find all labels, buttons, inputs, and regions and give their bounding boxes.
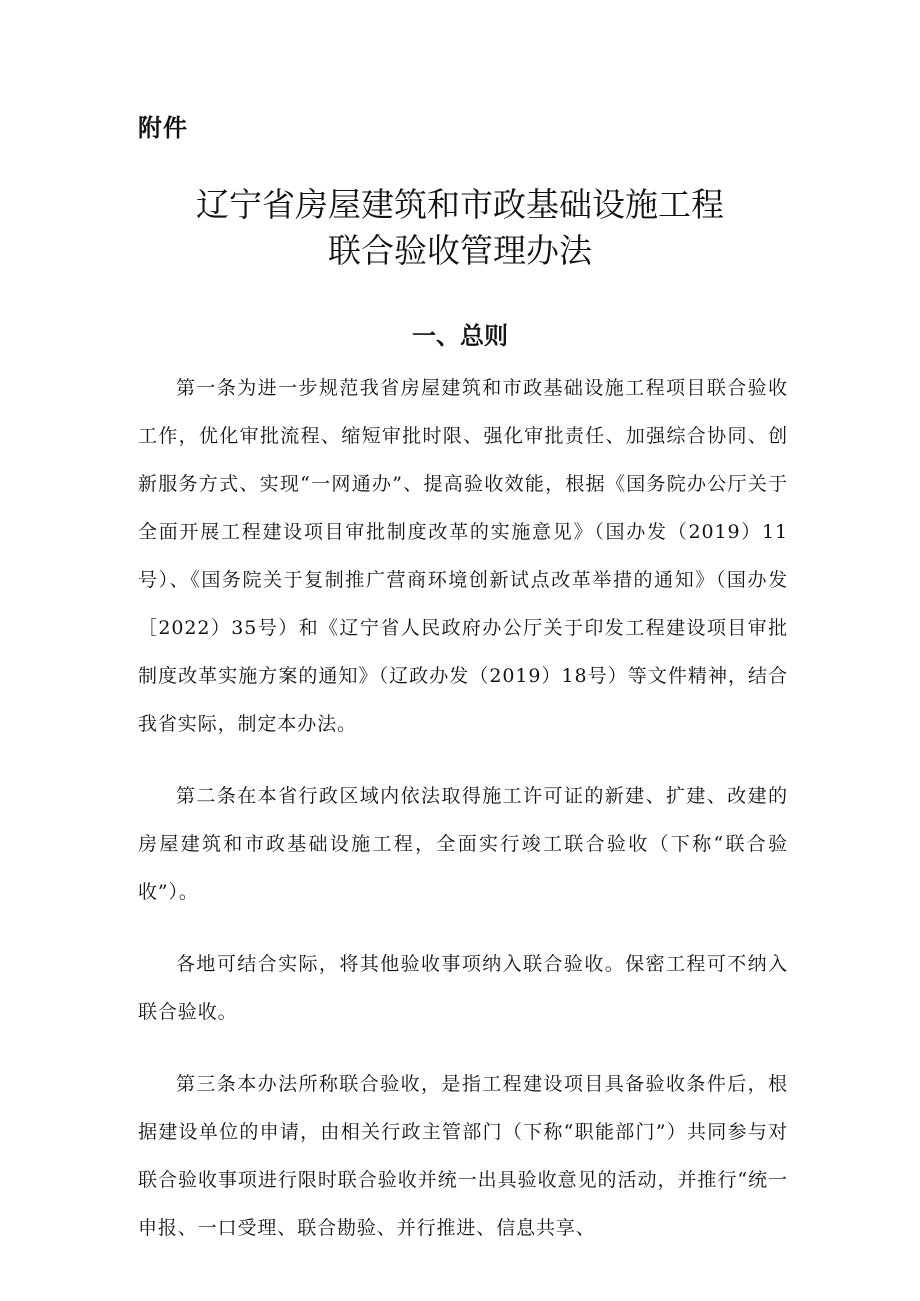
title-line-1: 辽宁省房屋建筑和市政基础设施工程 (196, 185, 724, 224)
document-title (0, 182, 920, 274)
document-body (138, 364, 788, 1276)
section-heading: 一、总则 (412, 322, 508, 350)
paragraph-article-1: 第一条为进一步规范我省房屋建筑和市政基础设施工程项目联合验收工作，优化审批流程、缩短审批时限、强化审批责任、加强综合协同、创新服务方式、实现“一网通办”、提高验收效能，根据《国务院办公厅关于全面开展工程建设项目审批制度改革的实施意见》（国办发（2019）11号）、《国务院关于复制推广营商环境创新试点改革举措的通知》（国办发［2022）35号）和《辽宁省人民政府办公厅关于印发工程建设项目审批制度改革实施方案的通知》（辽政办发（2019）18号）等文件精神，结合我省实际，制定本办法。 (138, 377, 788, 735)
paragraph-article-3: 第三条本办法所称联合验收，是指工程建设项目具备验收条件后，根据建设单位的申请，由相关行政主管部门（下称“职能部门”）共同参与对联合验收事项进行限时联合验收并统一出具验收意见的活动，并推行“统一申报、一口受理、联合勘验、并行推进、信息共享、 (138, 1073, 788, 1239)
title-line-2: 联合验收管理办法 (328, 231, 592, 270)
paragraph-article-2: 第二条在本省行政区域内依法取得施工许可证的新建、扩建、改建的房屋建筑和市政基础设施工程，全面实行竣工联合验收（下称“联合验收”）。 (138, 785, 788, 903)
paragraph-supplement: 各地可结合实际，将其他验收事项纳入联合验收。保密工程可不纳入联合验收。 (138, 953, 788, 1023)
attachment-label: 附件 (138, 114, 188, 142)
